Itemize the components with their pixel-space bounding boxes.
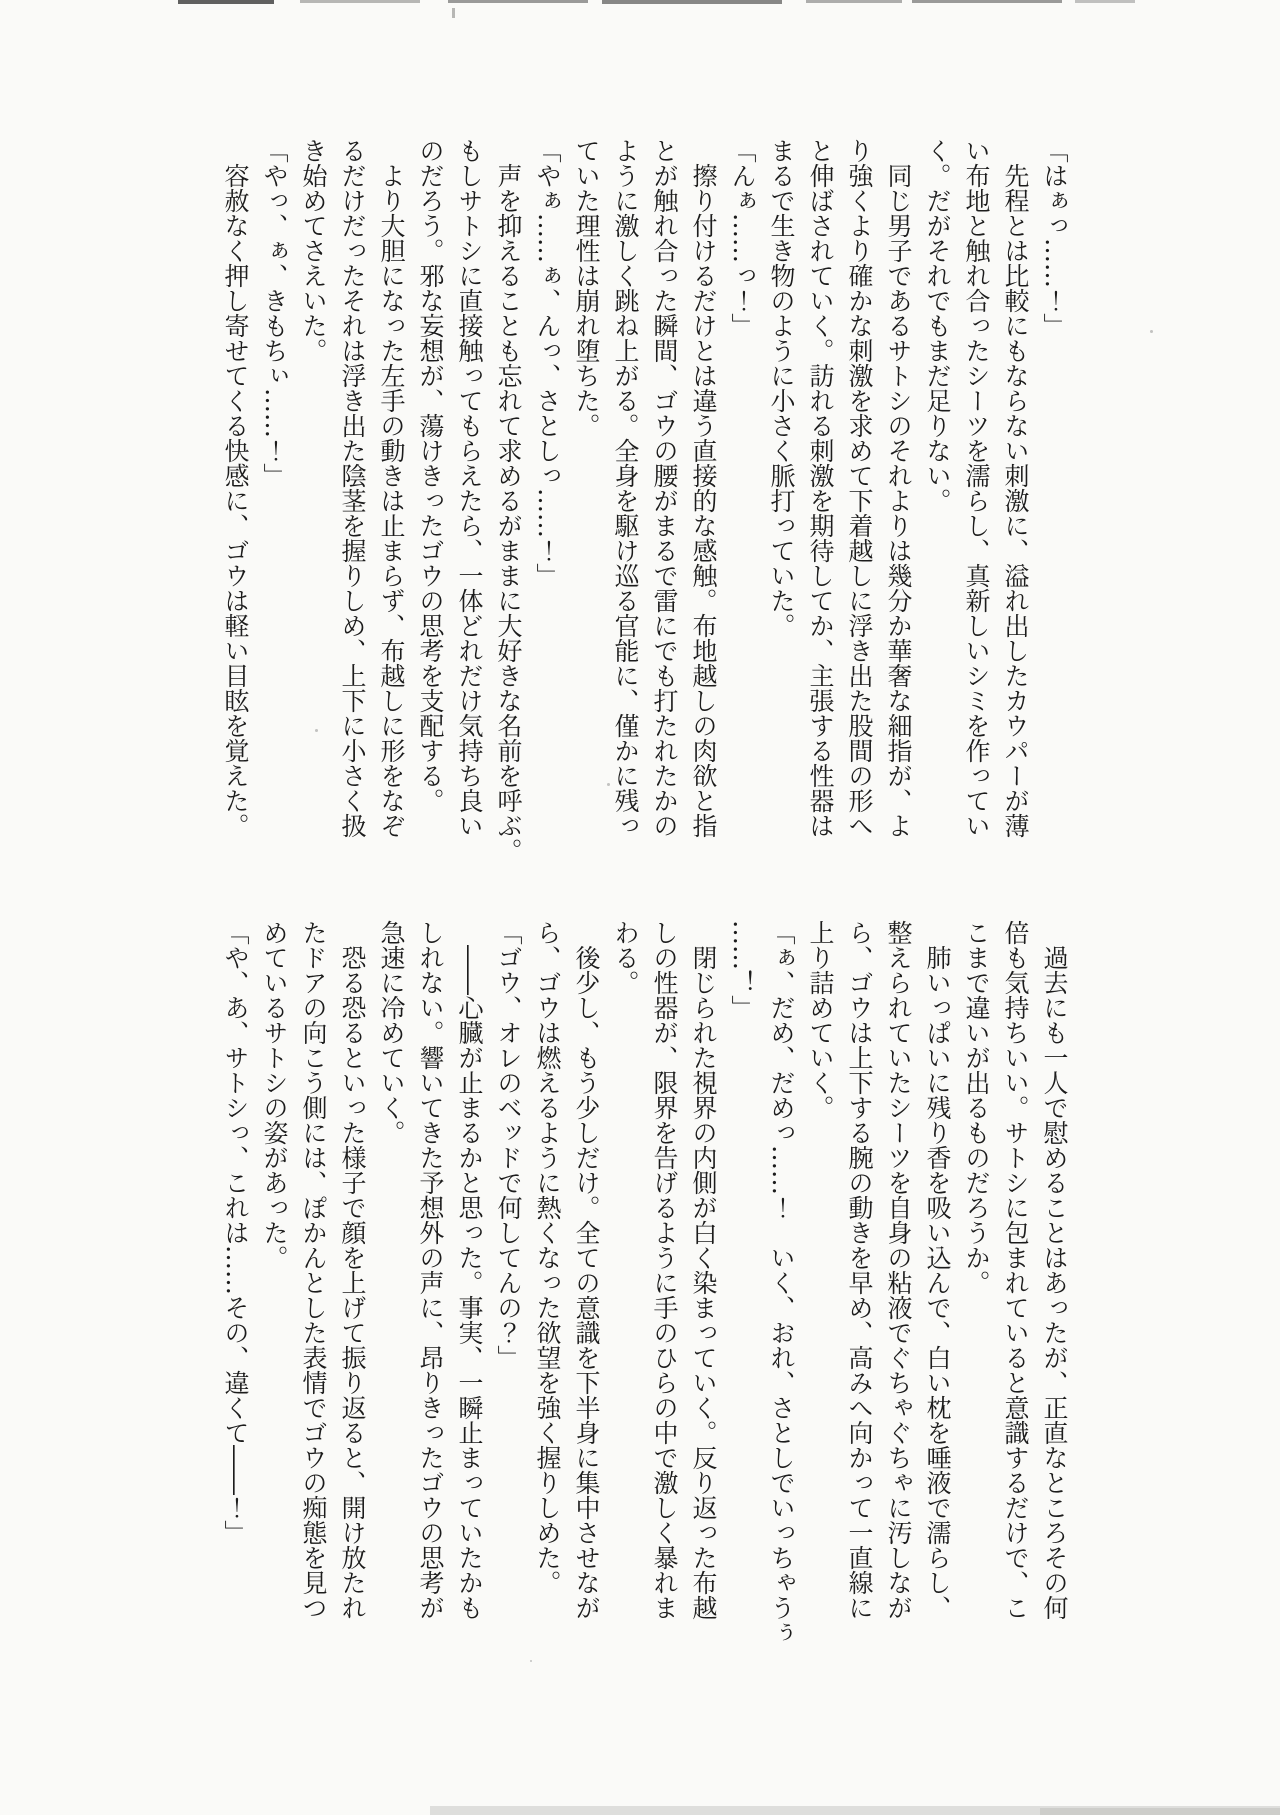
scan-speck — [530, 1660, 532, 1662]
text-line: ように激しく跳ね上がる。全身を駆け巡る官能に、僅かに残っ — [611, 138, 640, 838]
scan-noise-top-edge — [602, 0, 782, 4]
text-line: ていた理性は崩れ堕ちた。 — [572, 138, 601, 438]
text-line: しの性器が、限界を告げるように手のひらの中で激しく暴れま — [650, 920, 679, 1620]
text-line: ら、ゴウは上下する腕の動きを早め、高みへ向かって一直線に — [845, 920, 874, 1620]
text-line: わる。 — [611, 920, 640, 995]
text-line: り強くより確かな刺激を求めて下着越しに浮き出た股間の形へ — [845, 138, 874, 838]
text-line: 閉じられた視界の内側が白く染まっていく。反り返った布越 — [689, 945, 718, 1620]
scan-speck — [1150, 330, 1153, 333]
text-line: く。だがそれでもまだ足りない。 — [923, 138, 952, 513]
text-line: き始めてさえいた。 — [299, 138, 328, 363]
text-line: 過去にも一人で慰めることはあったが、正直なところその何 — [1040, 945, 1069, 1620]
text-line: と伸ばされていく。訪れる刺激を期待してか、主張する性器は — [806, 138, 835, 838]
text-line: より大胆になった左手の動きは止まらず、布越しに形をなぞ — [377, 163, 406, 838]
scan-noise-top-edge — [1075, 0, 1135, 3]
text-line: 上り詰めていく。 — [806, 920, 835, 1120]
text-line: 擦り付けるだけとは違う直接的な感触。布地越しの肉欲と指 — [689, 163, 718, 838]
text-line: ――心臓が止まるかと思った。事実、一瞬止まっていたかも — [455, 945, 484, 1620]
scan-noise-top-edge — [178, 0, 274, 4]
text-line: い布地と触れ合ったシーツを濡らし、真新しいシミを作ってい — [962, 138, 991, 838]
text-line: 「ぁ、だめ、だめっ……！ いく、おれ、さとしでいっちゃうぅ — [767, 920, 796, 1645]
text-line: 後少し、もう少しだけ。全ての意識を下半身に集中させなが — [572, 945, 601, 1620]
text-line: のだろう。邪な妄想が、蕩けきったゴウの思考を支配する。 — [416, 138, 445, 813]
text-block-bottom — [216, 920, 1074, 1680]
scan-speck — [315, 729, 318, 732]
text-line: 整えられていたシーツを自身の粘液でぐちゃぐちゃに汚しなが — [884, 920, 913, 1620]
scan-noise-bottom-edge — [1040, 1808, 1280, 1815]
scan-noise-top-edge — [806, 0, 902, 3]
text-line: こまで違いが出るものだろうか。 — [962, 920, 991, 1295]
scan-noise-top-edge — [912, 0, 1062, 3]
text-line: 肺いっぱいに残り香を吸い込んで、白い枕を唾液で濡らし、 — [923, 945, 952, 1620]
text-line: めているサトシの姿があった。 — [260, 920, 289, 1270]
text-block-top — [216, 138, 1074, 898]
text-line: 倍も気持ちいい。サトシに包まれていると意識するだけで、こ — [1001, 920, 1030, 1620]
text-line: もしサトシに直接触ってもらえたら、一体どれだけ気持ち良い — [455, 138, 484, 838]
scan-speck — [607, 783, 610, 786]
text-line: 「はぁっ……！」 — [1040, 138, 1069, 338]
text-line: 容赦なく押し寄せてくる快感に、ゴウは軽い目眩を覚えた。 — [221, 163, 250, 838]
scan-noise-top-edge — [448, 0, 588, 3]
text-line: 「やっ、ぁ、きもちぃ……！」 — [260, 138, 289, 488]
text-line: 「や、あ、サトシっ、これは……その、違くて――！」 — [221, 920, 250, 1545]
text-line: 恐る恐るといった様子で顔を上げて振り返ると、開け放たれ — [338, 945, 367, 1620]
text-line: ……！」 — [728, 920, 757, 1020]
scan-noise-top-edge — [452, 8, 455, 18]
text-line: たドアの向こう側には、ぽかんとした表情でゴウの痴態を見つ — [299, 920, 328, 1620]
text-line: 「ゴウ、オレのベッドで何してんの？」 — [494, 920, 523, 1370]
text-line: 「んぁ……っ！」 — [728, 138, 757, 338]
text-line: 同じ男子であるサトシのそれよりは幾分か華奢な細指が、よ — [884, 163, 913, 838]
text-line: 急速に冷めていく。 — [377, 920, 406, 1145]
text-line: るだけだったそれは浮き出た陰茎を握りしめ、上下に小さく扱 — [338, 138, 367, 838]
text-line: まるで生き物のように小さく脈打っていた。 — [767, 138, 796, 638]
text-line: 声を抑えることも忘れて求めるがままに大好きな名前を呼ぶ。 — [494, 163, 523, 863]
text-line: ら、ゴウは燃えるように熱くなった欲望を強く握りしめた。 — [533, 920, 562, 1595]
text-line: しれない。響いてきた予想外の声に、昂りきったゴウの思考が — [416, 920, 445, 1620]
scan-noise-top-edge — [300, 0, 420, 3]
text-line: とが触れ合った瞬間、ゴウの腰がまるで雷にでも打たれたかの — [650, 138, 679, 838]
text-line: 「やぁ……ぁ、んっ、さとしっ……！」 — [533, 138, 562, 588]
text-line: 先程とは比較にもならない刺激に、溢れ出したカウパーが薄 — [1001, 163, 1030, 838]
